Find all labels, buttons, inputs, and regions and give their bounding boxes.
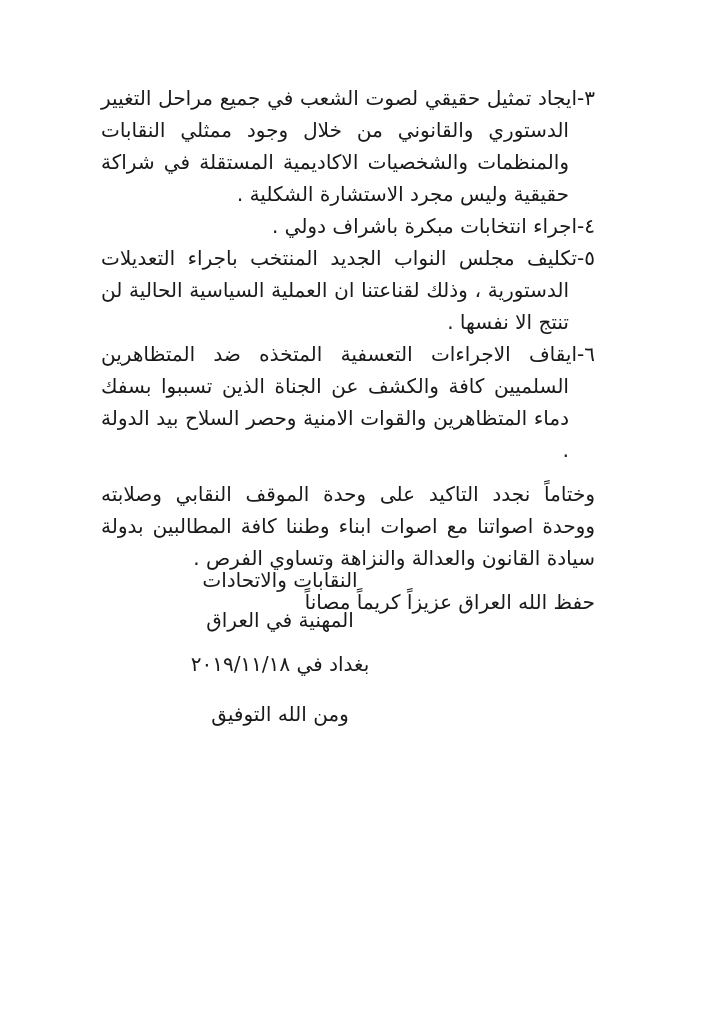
demand-item-3 <box>101 82 595 210</box>
demand-item-4 <box>101 210 595 242</box>
demand-item-5 <box>101 242 595 338</box>
signature-closing: ومن الله التوفيق <box>211 702 349 726</box>
item-text: تكليف مجلس النواب الجديد المنتخب باجراء التعديلات الدستورية ، وذلك لقناعتنا ان العملية السياسية الحالية لن تنتج الا نفسها . <box>101 246 578 334</box>
document-body <box>101 82 595 618</box>
item-number: ٥- <box>577 246 595 270</box>
item-number: ٣- <box>577 86 595 110</box>
demand-item-6 <box>101 338 595 466</box>
item-number: ٤- <box>577 214 595 238</box>
item-text: اجراء انتخابات مبكرة باشراف دولي . <box>271 214 578 238</box>
item-number: ٦- <box>577 342 595 366</box>
item-text: ايقاف الاجراءات التعسفية المتخذه ضد المتظاهرين السلميين كافة والكشف عن الجناة الذين تسببوا بسفك دماء المتظاهرين والقوات الامنية وحصر السلاح بيد الدولة . <box>101 342 578 462</box>
signature-organization: النقابات والاتحادات المهنية في العراق <box>202 568 358 632</box>
item-text: ايجاد تمثيل حقيقي لصوت الشعب في جميع مراحل التغيير الدستوري والقانوني من خلال وجود ممثلي النقابات والمنظمات والشخصيات الاكاديمية المستقلة في شراكة حقيقية وليس مجرد الاستشارة الشكلية . <box>101 86 578 206</box>
closing-paragraph: وختاماً نجدد التاكيد على وحدة الموقف النقابي وصلابته ووحدة اصواتنا مع اصوات ابناء وطننا كافة المطالبين بدولة سيادة القانون والعدالة والنزاهة وتساوي الفرص . <box>101 482 595 570</box>
blessing-line: حفظ الله العراق عزيزاً كريماً مصاناً <box>304 590 595 614</box>
signature-block <box>180 560 380 734</box>
signature-date: بغداد في ٢٠١٩/١١/١٨ <box>190 652 370 676</box>
